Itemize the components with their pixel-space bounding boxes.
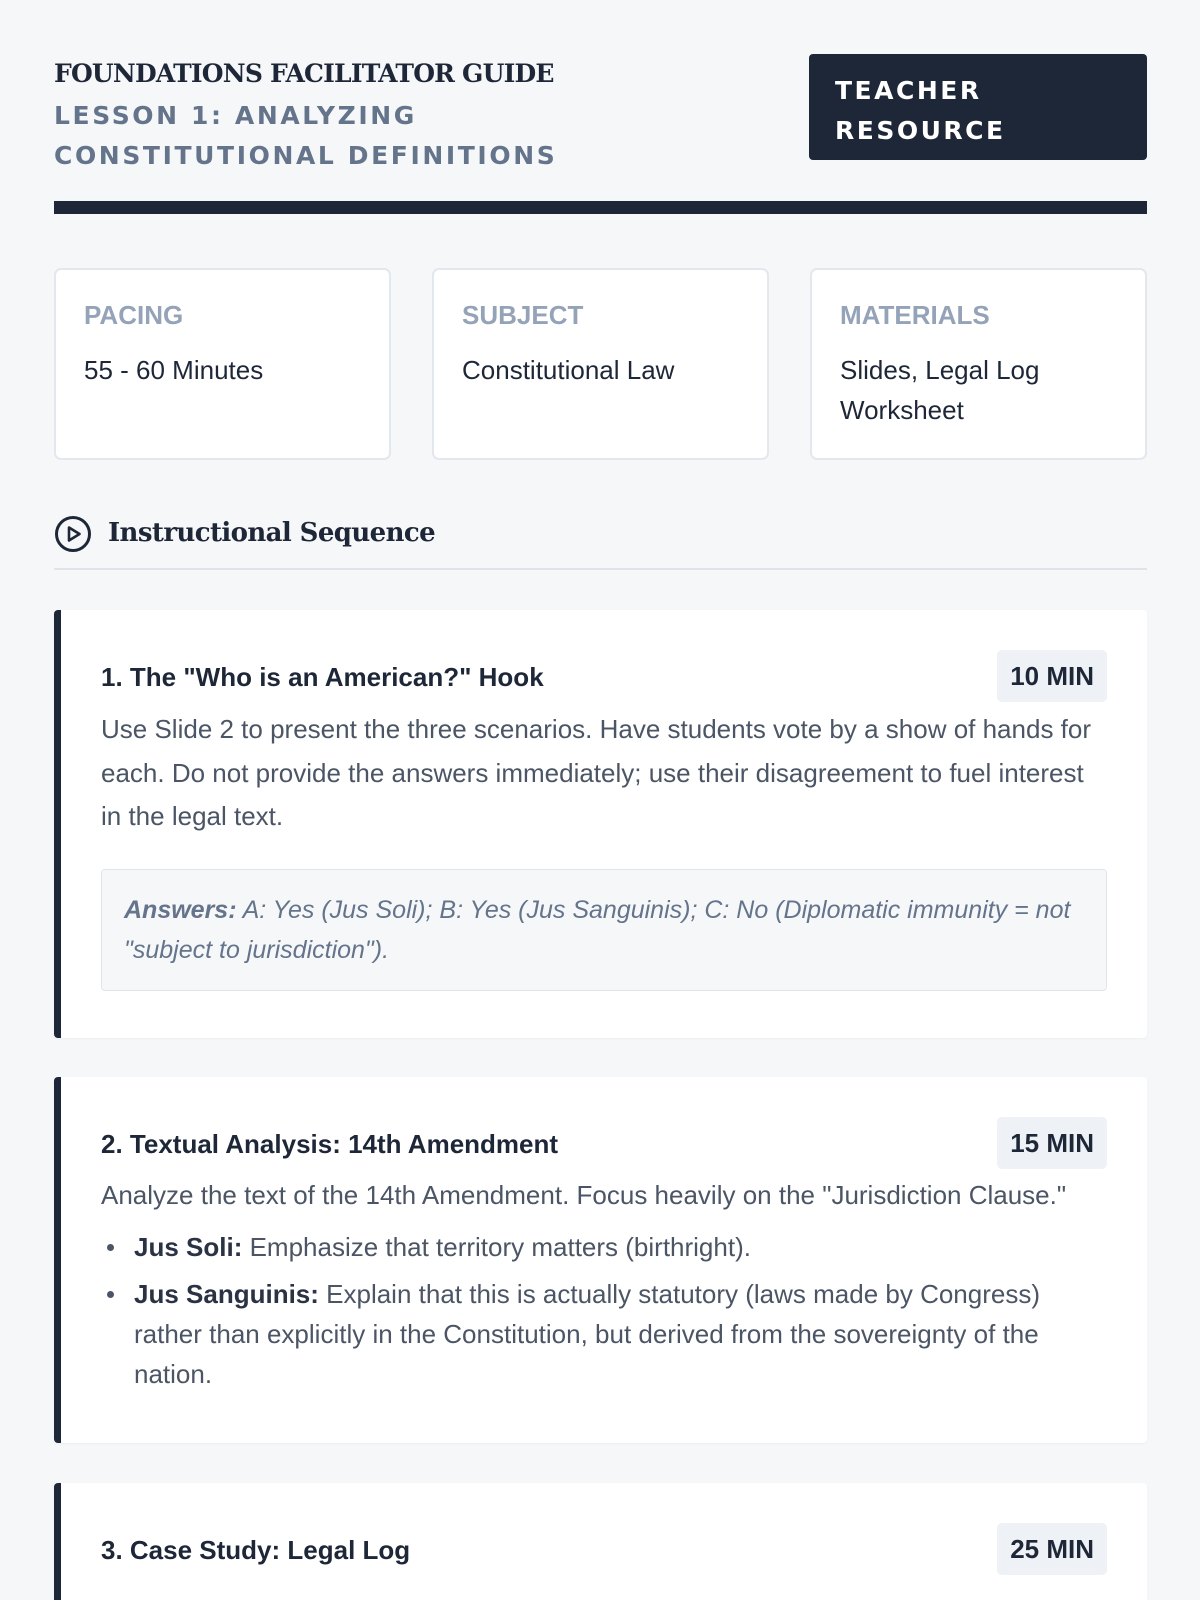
answers-label: Answers: — [124, 895, 237, 924]
step-header — [101, 650, 1107, 704]
bullet-term: Jus Soli: — [134, 1232, 243, 1262]
teacher-resource-badge: TEACHER RESOURCE — [809, 54, 1147, 160]
materials-value: Slides, Legal Log Worksheet — [840, 355, 1040, 425]
step-title: 3. Case Study: Legal Log — [101, 1535, 411, 1565]
step-title: 1. The "Who is an American?" Hook — [101, 662, 544, 692]
duration-badge: 10 MIN — [997, 650, 1107, 702]
step-title: 2. Textual Analysis: 14th Amendment — [101, 1129, 559, 1159]
page-header — [54, 58, 1147, 168]
bullet-text: Explain that this is actually statutory (laws made by Congress) rather than explicitly in the Constitution, but derived from the sovereignty of the nation. — [134, 1279, 1041, 1389]
step-card-hook — [54, 610, 1147, 1038]
step-description: Analyze the text of the 14th Amendment. Focus heavily on the "Jurisdiction Clause." — [101, 1180, 1067, 1210]
header-divider — [54, 201, 1147, 214]
bullet-item — [101, 1227, 1107, 1267]
duration-badge: 25 MIN — [997, 1523, 1107, 1575]
subject-card — [432, 268, 769, 460]
pacing-card — [54, 268, 391, 460]
step-card-textual-analysis — [54, 1077, 1147, 1443]
answers-text: A: Yes (Jus Soli); B: Yes (Jus Sanguinis); C: No (Diplomatic immunity = not "subject to jurisdiction"). — [124, 895, 1071, 964]
pacing-label: PACING — [84, 300, 184, 330]
step-description: Use Slide 2 to present the three scenarios. Have students vote by a show of hands for each. Do not provide the answers immediately; use their disagreement to fuel interest in the legal text. — [101, 714, 1092, 831]
bullet-list — [101, 1227, 1107, 1394]
section-title: Instructional Sequence — [108, 518, 436, 548]
answers-box — [101, 869, 1107, 991]
step-card-case-study — [54, 1483, 1147, 1600]
duration-badge: 15 MIN — [997, 1117, 1107, 1169]
step-header — [101, 1523, 1107, 1577]
bullet-term: Jus Sanguinis: — [134, 1279, 319, 1309]
lesson-title: LESSON 1: ANALYZING CONSTITUTIONAL DEFINITIONS — [54, 101, 558, 170]
section-header — [54, 512, 1147, 570]
bullet-item — [101, 1274, 1107, 1394]
play-circle-icon — [54, 515, 92, 553]
bullet-text: Emphasize that territory matters (birthright). — [242, 1232, 751, 1262]
materials-label: MATERIALS — [840, 300, 990, 330]
guide-title: FOUNDATIONS FACILITATOR GUIDE — [54, 59, 554, 88]
pacing-value: 55 - 60 Minutes — [84, 355, 264, 385]
subject-label: SUBJECT — [462, 300, 584, 330]
materials-card — [810, 268, 1147, 460]
subject-value: Constitutional Law — [462, 355, 675, 385]
step-header — [101, 1117, 1107, 1171]
